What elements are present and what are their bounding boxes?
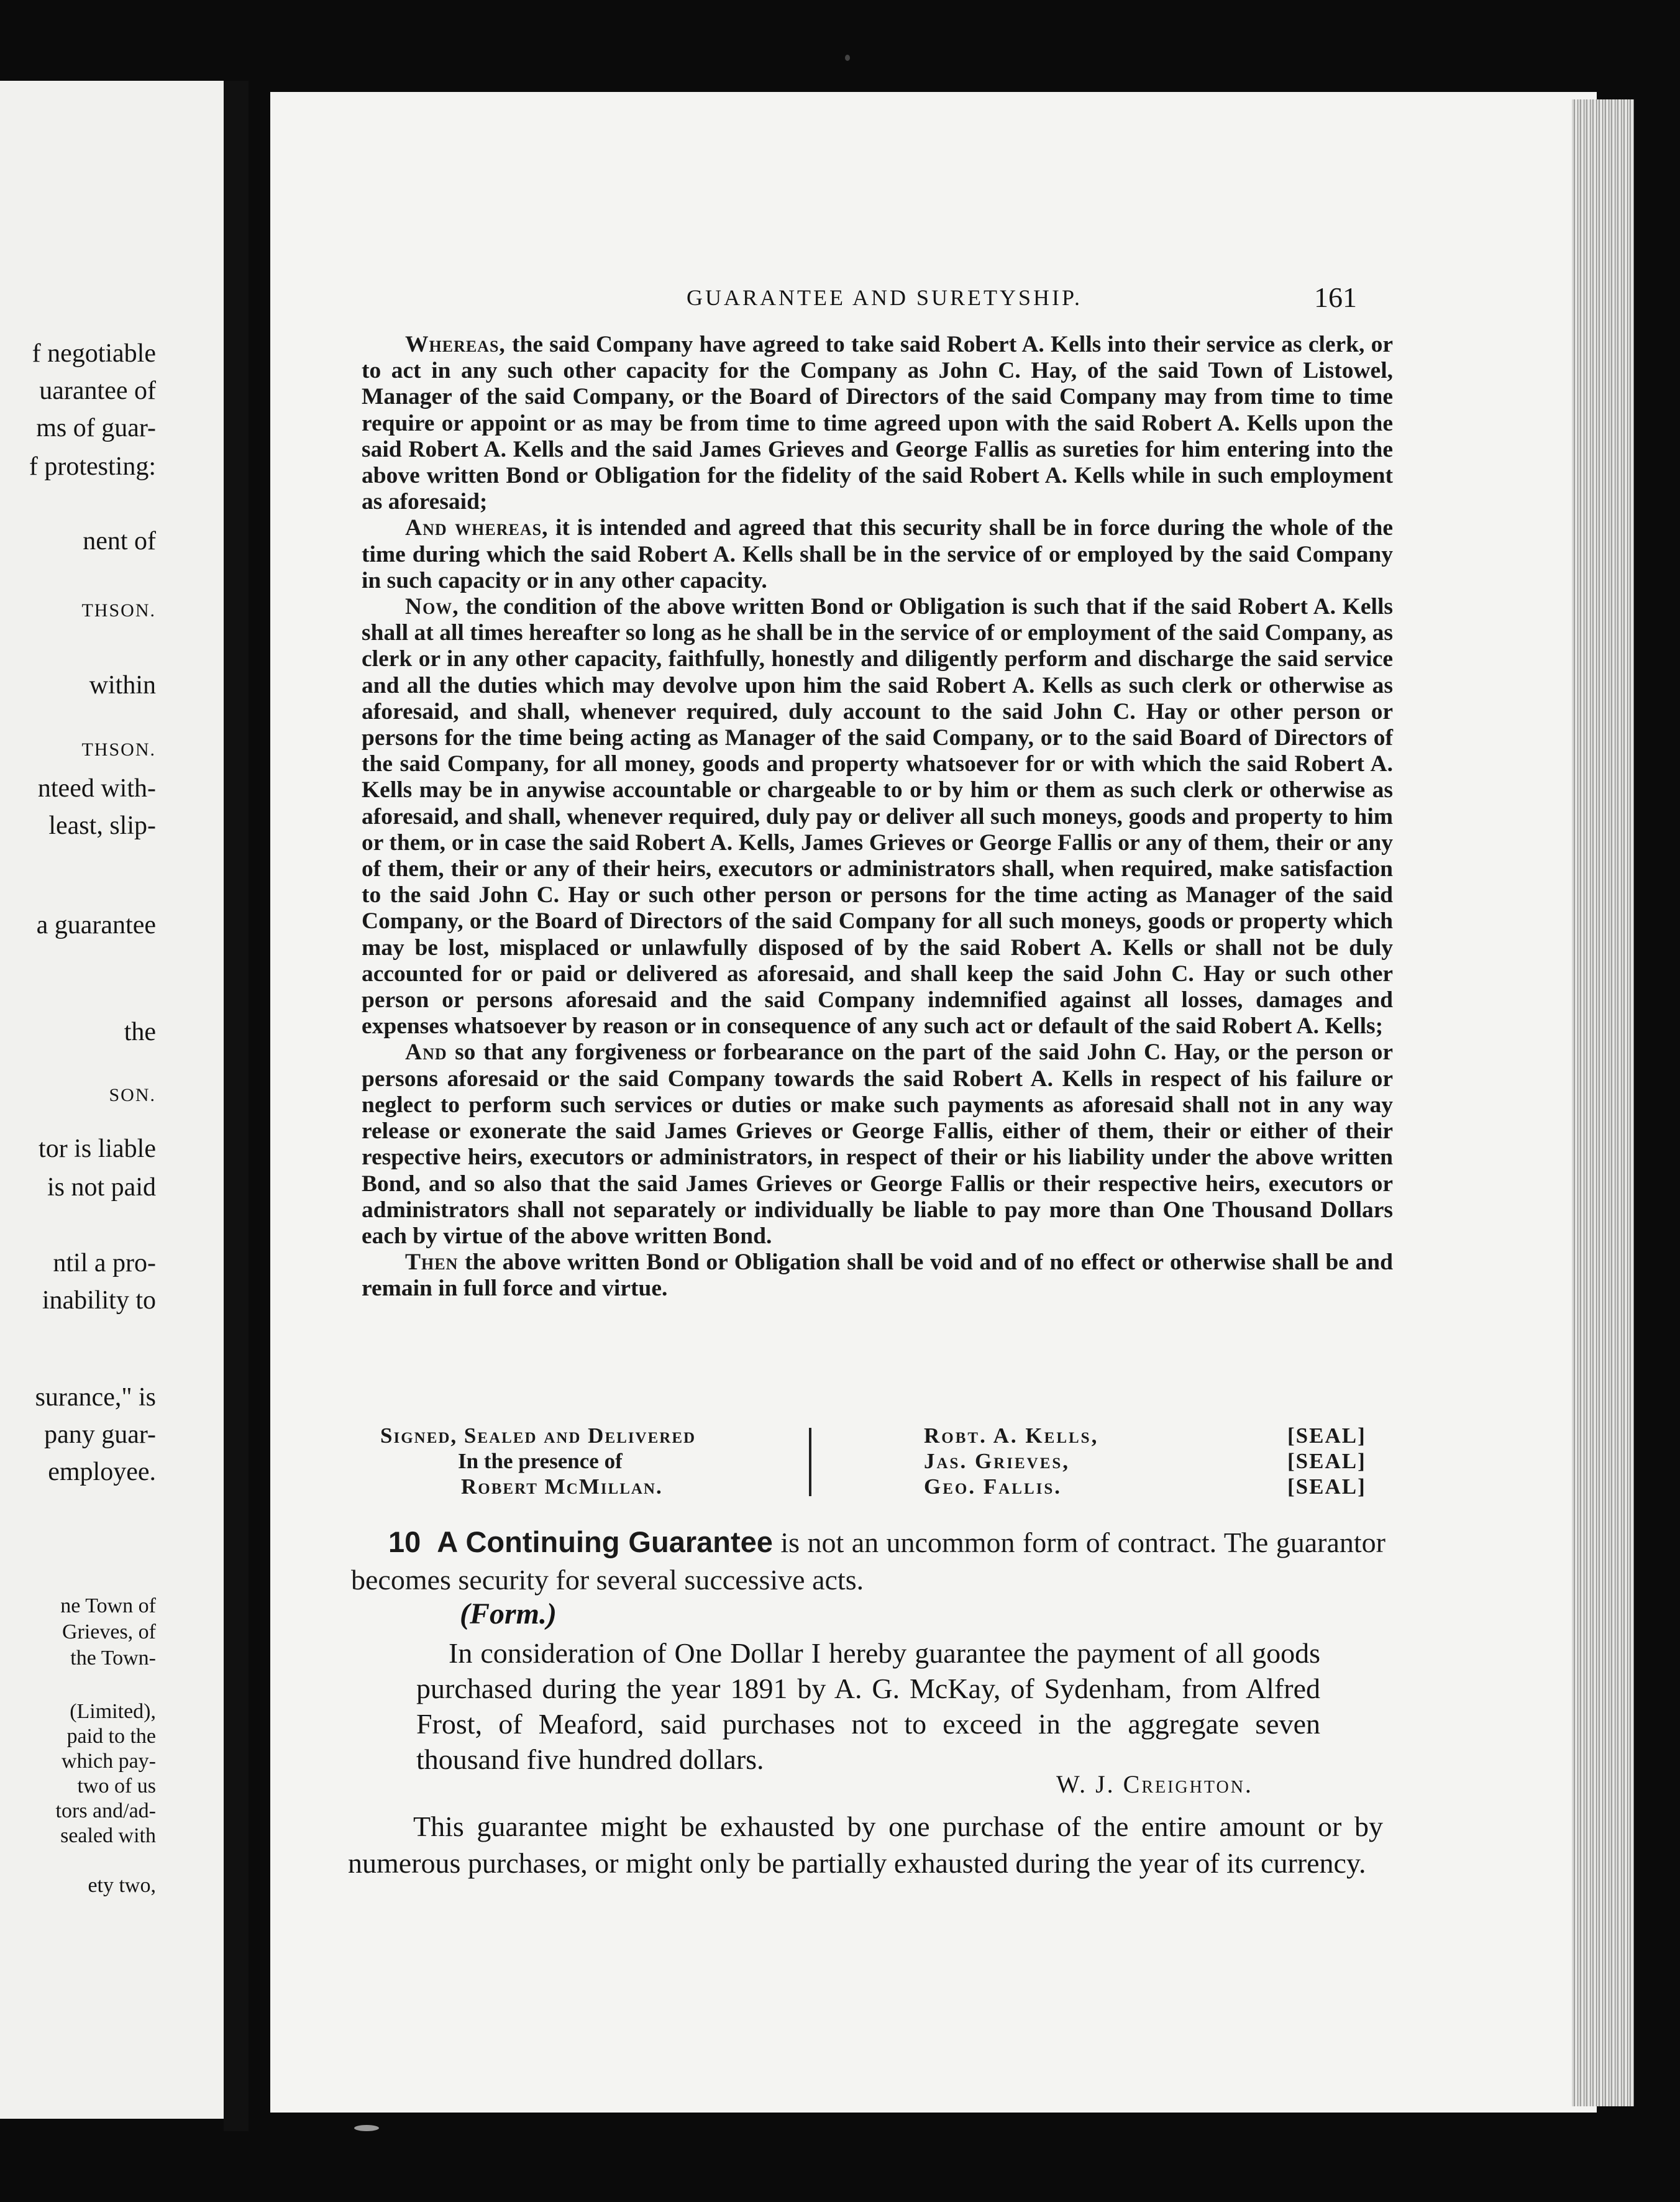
left-page-fragment: the Town- — [70, 1647, 156, 1670]
witness-line: Signed, Sealed and Delivered — [380, 1423, 696, 1448]
left-page-fragment: ms of guar- — [36, 414, 156, 442]
left-page-fragment: pany guar- — [44, 1420, 156, 1449]
bond-text — [362, 332, 1393, 1302]
left-page-fragment: two of us — [77, 1775, 156, 1798]
page-edges — [1572, 99, 1634, 2106]
section-10 — [351, 1524, 1386, 1599]
left-page-fragment: paid to the — [66, 1725, 156, 1748]
form-signer: W. J. Creighton. — [1056, 1770, 1253, 1798]
left-page-fragment: within — [89, 671, 156, 700]
left-page-fragment: THSON. — [81, 600, 156, 621]
left-page-fragment: least, slip- — [48, 811, 156, 840]
section-text: is not an uncommon form of contract. The guarantor becomes security for several successive acts. — [351, 1527, 1386, 1596]
left-page-fragment: which pay- — [61, 1750, 156, 1773]
paragraph-body: the said Company have agreed to take said Robert A. Kells into their service as clerk, or to act in any such other capacity for the Company as John C. Hay, of the said Town of Listowel, Manager of the said Company, or the Board of Directors of the said Company may from time to time require or appoint or as may be from time to time agreed upon with the said Robert A. Kells upon the said Robert A. Kells and the said James Grieves and George Fallis as sureties for him entering into the above written Bond or Obligation for the fidelity of the said Robert A. Kells while in such employment as aforesaid; — [362, 332, 1393, 515]
closing-paragraph: This guarantee might be exhausted by one purchase of the entire amount or by numerous purchases, or might only be partially exhausted during the year of its currency. — [348, 1811, 1383, 1879]
left-page-fragment: f negotiable — [32, 339, 156, 368]
paragraph-lead: Now, — [405, 594, 459, 620]
left-page-fragment: a guarantee — [36, 911, 156, 939]
witness-name: Robert McMillan. — [461, 1474, 663, 1499]
paragraph-body: so that any forgiveness or forbearance on the part of the said John C. Hay, or the person or persons aforesaid or the said Company towards the said Robert A. Kells in respect of his failure or neglect to perform such services or duties or make such payments as aforesaid shall not in any way release or exonerate the said James Grieves or George Fallis, either of them, their or either of their respective heirs, executors or administrators, in respect of their or his liability under the above written Bond, and so also that the said James Grieves or George Fallis or their respective heirs, executors or administrators shall not separately or individually be liable to pay more than One Thousand Dollars each by virtue of the above written Bond. — [362, 1039, 1393, 1249]
signatory-name: Jas. Grieves, — [924, 1449, 1071, 1473]
seal-mark: [SEAL] — [1287, 1449, 1366, 1473]
seal-mark: [SEAL] — [1287, 1474, 1366, 1499]
left-page-fragment: ne Town of — [60, 1594, 156, 1617]
paragraph-body: it is intended and agreed that this security shall be in force during the whole of the time during which the said Robert A. Kells shall be in the service of or employed by the said Company in such capacity or in any other capacity. — [362, 515, 1393, 593]
left-page-fragment: ntil a pro- — [53, 1249, 156, 1277]
paragraph-lead: Then — [405, 1249, 459, 1276]
left-page-fragment: nteed with- — [37, 774, 156, 803]
left-facing-page — [0, 81, 239, 2119]
left-page-fragment: uarantee of — [39, 377, 156, 405]
left-page-fragment: inability to — [42, 1286, 156, 1315]
left-page-fragment: nent of — [83, 527, 156, 555]
running-head: GUARANTEE AND SURETYSHIP. — [687, 285, 1083, 310]
left-page-fragment: tor is liable — [39, 1135, 156, 1163]
form-label: (Form.) — [460, 1597, 557, 1630]
signature-block — [380, 1423, 1368, 1504]
bond-paragraph — [362, 1039, 1393, 1249]
left-page-fragment: is not paid — [47, 1173, 156, 1202]
paragraph-body: the condition of the above written Bond or Obligation is such that if the said Robert A. Kells shall at all times hereafter so long as he shall be in the service of or employment of the said Company, as clerk or in any other capacity, faithfully, honestly and diligently perform and discharge the said service and all the duties which may devolve upon him the said Robert A. Kells as such clerk or otherwise as aforesaid, and shall, whenever required, duly account to the said John C. Hay or other person or persons for the time being acting as Manager of the said Company, or to the said Board of Directors of the said Company, for all money, goods and property whatsoever for or with which the said Robert A. Kells may be in anywise accountable or chargeable to or by him or them as such clerk or otherwise as aforesaid, and shall, whenever required, duly pay or deliver all such moneys, goods and property to him or them, or in case the said Robert A. Kells, James Grieves or George Fallis or any of them, their or any of them, their or any of their heirs, executors or administrators shall, when required, make satisfaction to the said John C. Hay or such other person or persons for the time acting as Manager of the said Company, or the Board of Directors of the said Company for all such moneys, goods or property which may be lost, misplaced or unlawfully disposed of by the said Robert A. Kells or shall not be duly accounted for or paid or delivered as aforesaid, and shall keep the said John C. Hay or such other person or persons aforesaid and the said Company indemnified against all losses, damages and expenses whatsoever by reason or in consequence of any such act or default of the said Robert A. Kells; — [362, 594, 1393, 1039]
left-page-fragment: f protesting: — [29, 452, 156, 481]
left-page-fragment: employee. — [48, 1458, 156, 1486]
witness-block — [380, 1423, 828, 1499]
seal-mark: [SEAL] — [1287, 1423, 1366, 1448]
left-page-fragment: SON. — [109, 1085, 156, 1105]
paragraph-lead: And — [405, 1039, 447, 1066]
bond-paragraph — [362, 332, 1393, 515]
page-number: 161 — [1314, 281, 1357, 313]
left-page-fragment: sealed with — [60, 1824, 156, 1847]
bond-paragraph — [362, 594, 1393, 1039]
book-gutter — [224, 81, 249, 2131]
section-heading: A Continuing Guarantee — [437, 1525, 773, 1558]
left-page-fragment: Grieves, of — [62, 1620, 156, 1643]
bond-paragraph — [362, 1249, 1393, 1302]
paragraph-lead: Whereas, — [405, 332, 506, 357]
bond-paragraph — [362, 515, 1393, 594]
signatory-names — [924, 1423, 1098, 1499]
left-page-fragment: (Limited), — [70, 1700, 156, 1723]
left-page-fragment: the — [124, 1018, 156, 1046]
scan-speck — [845, 55, 850, 61]
left-page-fragment: ety two, — [88, 1874, 156, 1897]
seal-column — [1287, 1423, 1366, 1499]
left-page-fragment: THSON. — [81, 739, 156, 760]
brace-mark — [809, 1428, 811, 1496]
witness-line: In the presence of — [458, 1449, 623, 1473]
section-number: 10 — [388, 1525, 421, 1558]
left-page-fragment: tors and/ad- — [55, 1799, 156, 1822]
form-body: In consideration of One Dollar I hereby guarantee the payment of all goods purchased during the year 1891 by A. G. McKay, of Sydenham, from Alfred Frost, of Meaford, said purchases not to exceed in the aggregate seven thousand five hundred dollars. — [416, 1637, 1320, 1775]
paragraph-lead: And whereas, — [405, 515, 549, 541]
signatory-name: Geo. Fallis. — [924, 1474, 1062, 1499]
left-page-fragment: surance," is — [35, 1383, 156, 1412]
paragraph-body: the above written Bond or Obligation shall be void and of no effect or otherwise shall be and remain in full force and virtue. — [362, 1249, 1393, 1302]
signatory-name: Robt. A. Kells, — [924, 1423, 1099, 1448]
scan-speck — [354, 2125, 379, 2131]
